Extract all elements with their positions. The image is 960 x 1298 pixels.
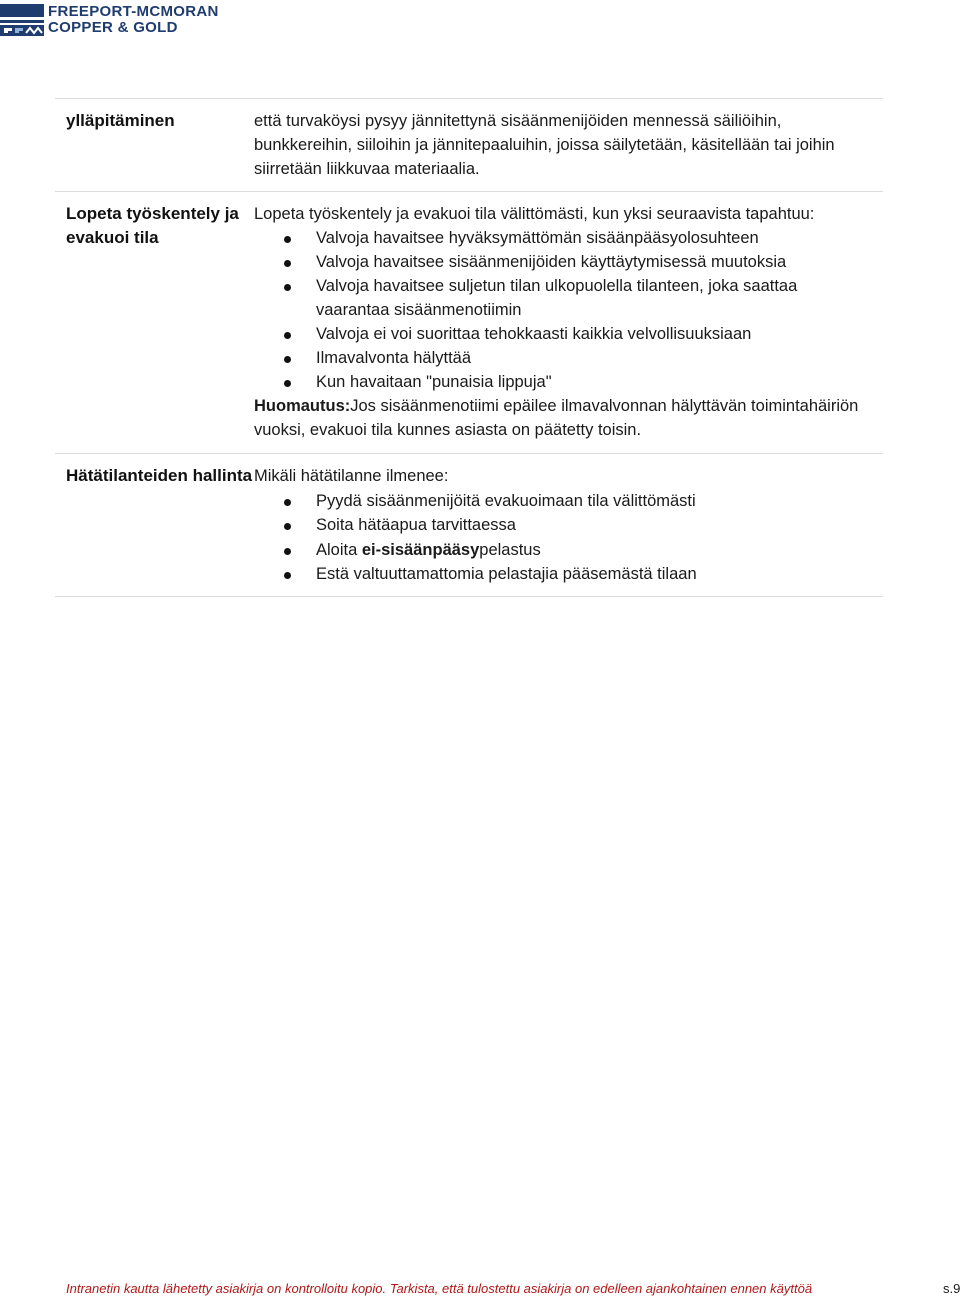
list-item-text: Soita hätäapua tarvittaessa bbox=[316, 516, 516, 534]
list-item bbox=[254, 538, 873, 563]
bullet-icon bbox=[284, 332, 291, 339]
list-item-text: Valvoja havaitsee suljetun tilan ulkopuolella tilanteen, joka saattaa vaarantaa sisäänmenotiimin bbox=[316, 277, 798, 319]
bullet-icon bbox=[284, 572, 291, 579]
bullet-icon bbox=[284, 260, 291, 267]
list-item-text: Valvoja havaitsee sisäänmenijöiden käyttäytymisessä muutoksia bbox=[316, 253, 787, 271]
list-item bbox=[254, 562, 873, 587]
bullet-icon bbox=[284, 548, 291, 555]
row-intro: Mikäli hätätilanne ilmenee: bbox=[254, 467, 449, 485]
list-item-text: Pyydä sisäänmenijöitä evakuoimaan tila välittömästi bbox=[316, 491, 696, 510]
note bbox=[254, 394, 873, 442]
logo-line-1: FREEPORT-MCMORAN bbox=[48, 3, 219, 20]
row-intro: Lopeta työskentely ja evakuoi tila välittömästi, kun yksi seuraavista tapahtuu: bbox=[254, 205, 815, 223]
list-item-prefix: Aloita bbox=[316, 540, 362, 559]
bullet-icon bbox=[284, 236, 291, 243]
company-logo bbox=[0, 4, 219, 36]
list-item bbox=[254, 250, 873, 274]
page-number: s.9 bbox=[943, 1281, 960, 1296]
row-content: että turvaköysi pysyy jännitettynä sisäänmenijöiden mennessä säiliöihin, bunkkereihin, siiloihin ja jännitepaaluihin, joissa säilytetään, käsitellään tai joihin siirretään liikkuvaa materiaalia. bbox=[254, 112, 835, 178]
list-item bbox=[254, 226, 873, 250]
list-item-text: Valvoja ei voi suorittaa tehokkaasti kaikkia velvollisuuksiaan bbox=[316, 325, 752, 343]
list-item-bold: ei-sisäänpääsy bbox=[361, 540, 480, 559]
fcx-logo-mark-icon bbox=[0, 4, 44, 36]
bullet-icon bbox=[284, 356, 291, 363]
table-row bbox=[55, 191, 883, 453]
procedure-table bbox=[55, 98, 883, 597]
list-item-text: Kun havaitaan "punaisia lippuja" bbox=[316, 373, 552, 391]
note-text: Jos sisäänmenotiimi epäilee ilmavalvonnan hälyttävän toimintahäiriön vuoksi, evakuoi tila kunnes asiasta on päätetty toisin. bbox=[254, 397, 859, 439]
logo-line-2: COPPER & GOLD bbox=[48, 19, 178, 36]
list-item-suffix: pelastus bbox=[479, 540, 541, 559]
bullet-icon bbox=[284, 499, 291, 506]
logo-wordmark bbox=[48, 4, 219, 36]
list-item bbox=[254, 346, 873, 370]
list-item bbox=[254, 489, 873, 514]
bullet-icon bbox=[284, 523, 291, 530]
list-item-text: Ilmavalvonta hälyttää bbox=[316, 349, 472, 367]
note-label: Huomautus: bbox=[254, 397, 351, 415]
table-row bbox=[55, 98, 883, 191]
row-label: Hätätilanteiden hallinta bbox=[66, 466, 253, 485]
bullet-icon bbox=[284, 284, 291, 291]
row-content bbox=[254, 192, 883, 453]
list-item-text: Estä valtuuttamattomia pelastajia pääsemästä tilaan bbox=[316, 565, 697, 583]
table-row bbox=[55, 453, 883, 597]
list-item bbox=[254, 370, 873, 394]
list-item bbox=[254, 513, 873, 538]
list-item bbox=[254, 322, 873, 346]
row-label: Lopeta työskentely ja evakuoi tila bbox=[66, 204, 239, 247]
bullet-icon bbox=[284, 380, 291, 387]
list-item bbox=[254, 274, 873, 322]
bullet-list bbox=[254, 226, 873, 394]
bullet-list bbox=[254, 489, 873, 587]
row-content bbox=[254, 454, 883, 596]
row-label: ylläpitäminen bbox=[66, 111, 175, 130]
list-item-text: Valvoja havaitsee hyväksymättömän sisäänpääsyolosuhteen bbox=[316, 229, 759, 247]
footer-disclaimer: Intranetin kautta lähetetty asiakirja on kontrolloitu kopio. Tarkista, että tulostettu asiakirja on edelleen ajankohtainen ennen käyttöä bbox=[66, 1281, 813, 1296]
